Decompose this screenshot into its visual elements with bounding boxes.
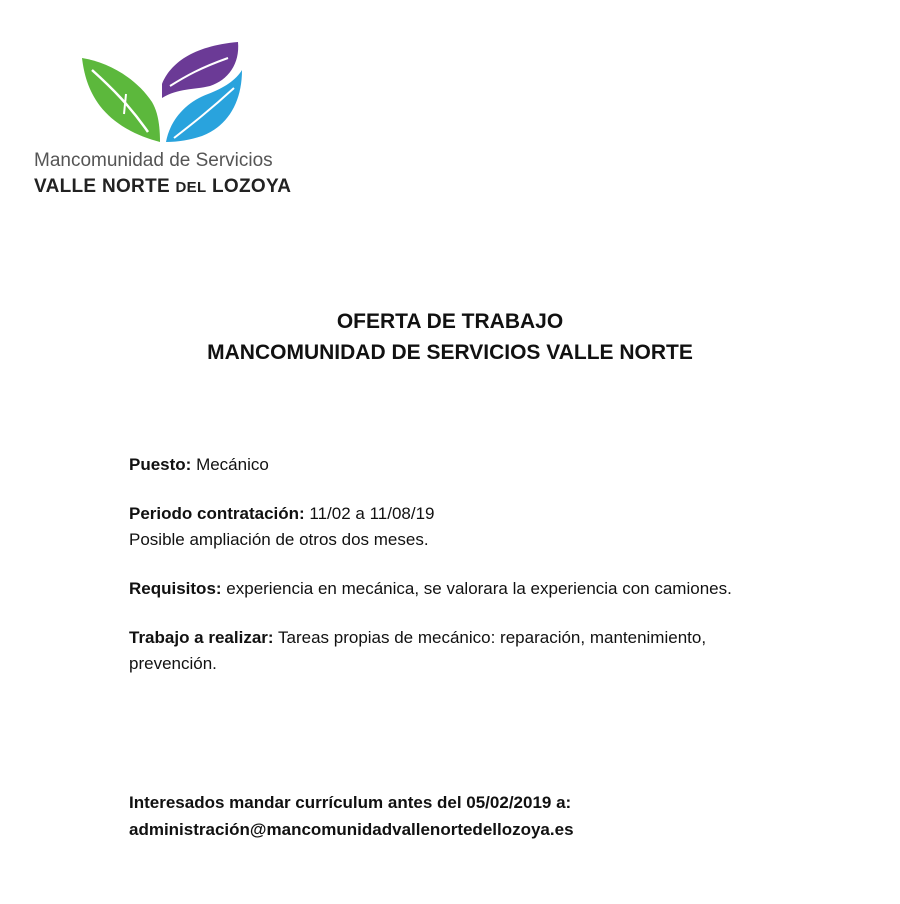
- field-value: experiencia en mecánica, se valorara la experiencia con camiones.: [221, 579, 732, 598]
- field-value: Tareas propias de mecánico: reparación, mantenimiento, prevención.: [129, 628, 707, 673]
- job-details: [129, 452, 749, 700]
- field-label: Puesto:: [129, 455, 192, 474]
- field-note: Posible ampliación de otros dos meses.: [129, 530, 429, 549]
- field-trabajo: [129, 625, 749, 677]
- page-title: [0, 306, 900, 368]
- leaves-logo-icon: [78, 40, 248, 144]
- logo-text-valle-norte: VALLE NORTE: [34, 176, 176, 197]
- field-puesto: [129, 452, 749, 478]
- logo-text-line1: Mancomunidad de Servicios: [34, 150, 273, 171]
- organization-logo: [34, 40, 304, 200]
- title-line1: OFERTA DE TRABAJO: [336, 310, 564, 333]
- field-label: Trabajo a realizar:: [129, 628, 274, 647]
- title-line2: MANCOMUNIDAD DE SERVICIOS VALLE NORTE: [207, 341, 693, 364]
- field-label: Periodo contratación:: [129, 504, 305, 523]
- logo-text-del: DEL: [175, 179, 207, 196]
- field-value: Mecánico: [191, 455, 269, 474]
- logo-text-line2: [34, 176, 291, 198]
- application-instructions: [129, 789, 574, 843]
- field-periodo: [129, 501, 749, 553]
- footer-deadline: Interesados mandar currículum antes del 05/02/2019 a:: [129, 793, 572, 812]
- field-label: Requisitos:: [129, 579, 222, 598]
- field-requisitos: [129, 576, 749, 602]
- contact-email: administración@mancomunidadvallenortedellozoya.es: [129, 820, 574, 839]
- field-value: 11/02 a 11/08/19: [304, 504, 435, 523]
- logo-text-lozoya: LOZOYA: [206, 176, 292, 197]
